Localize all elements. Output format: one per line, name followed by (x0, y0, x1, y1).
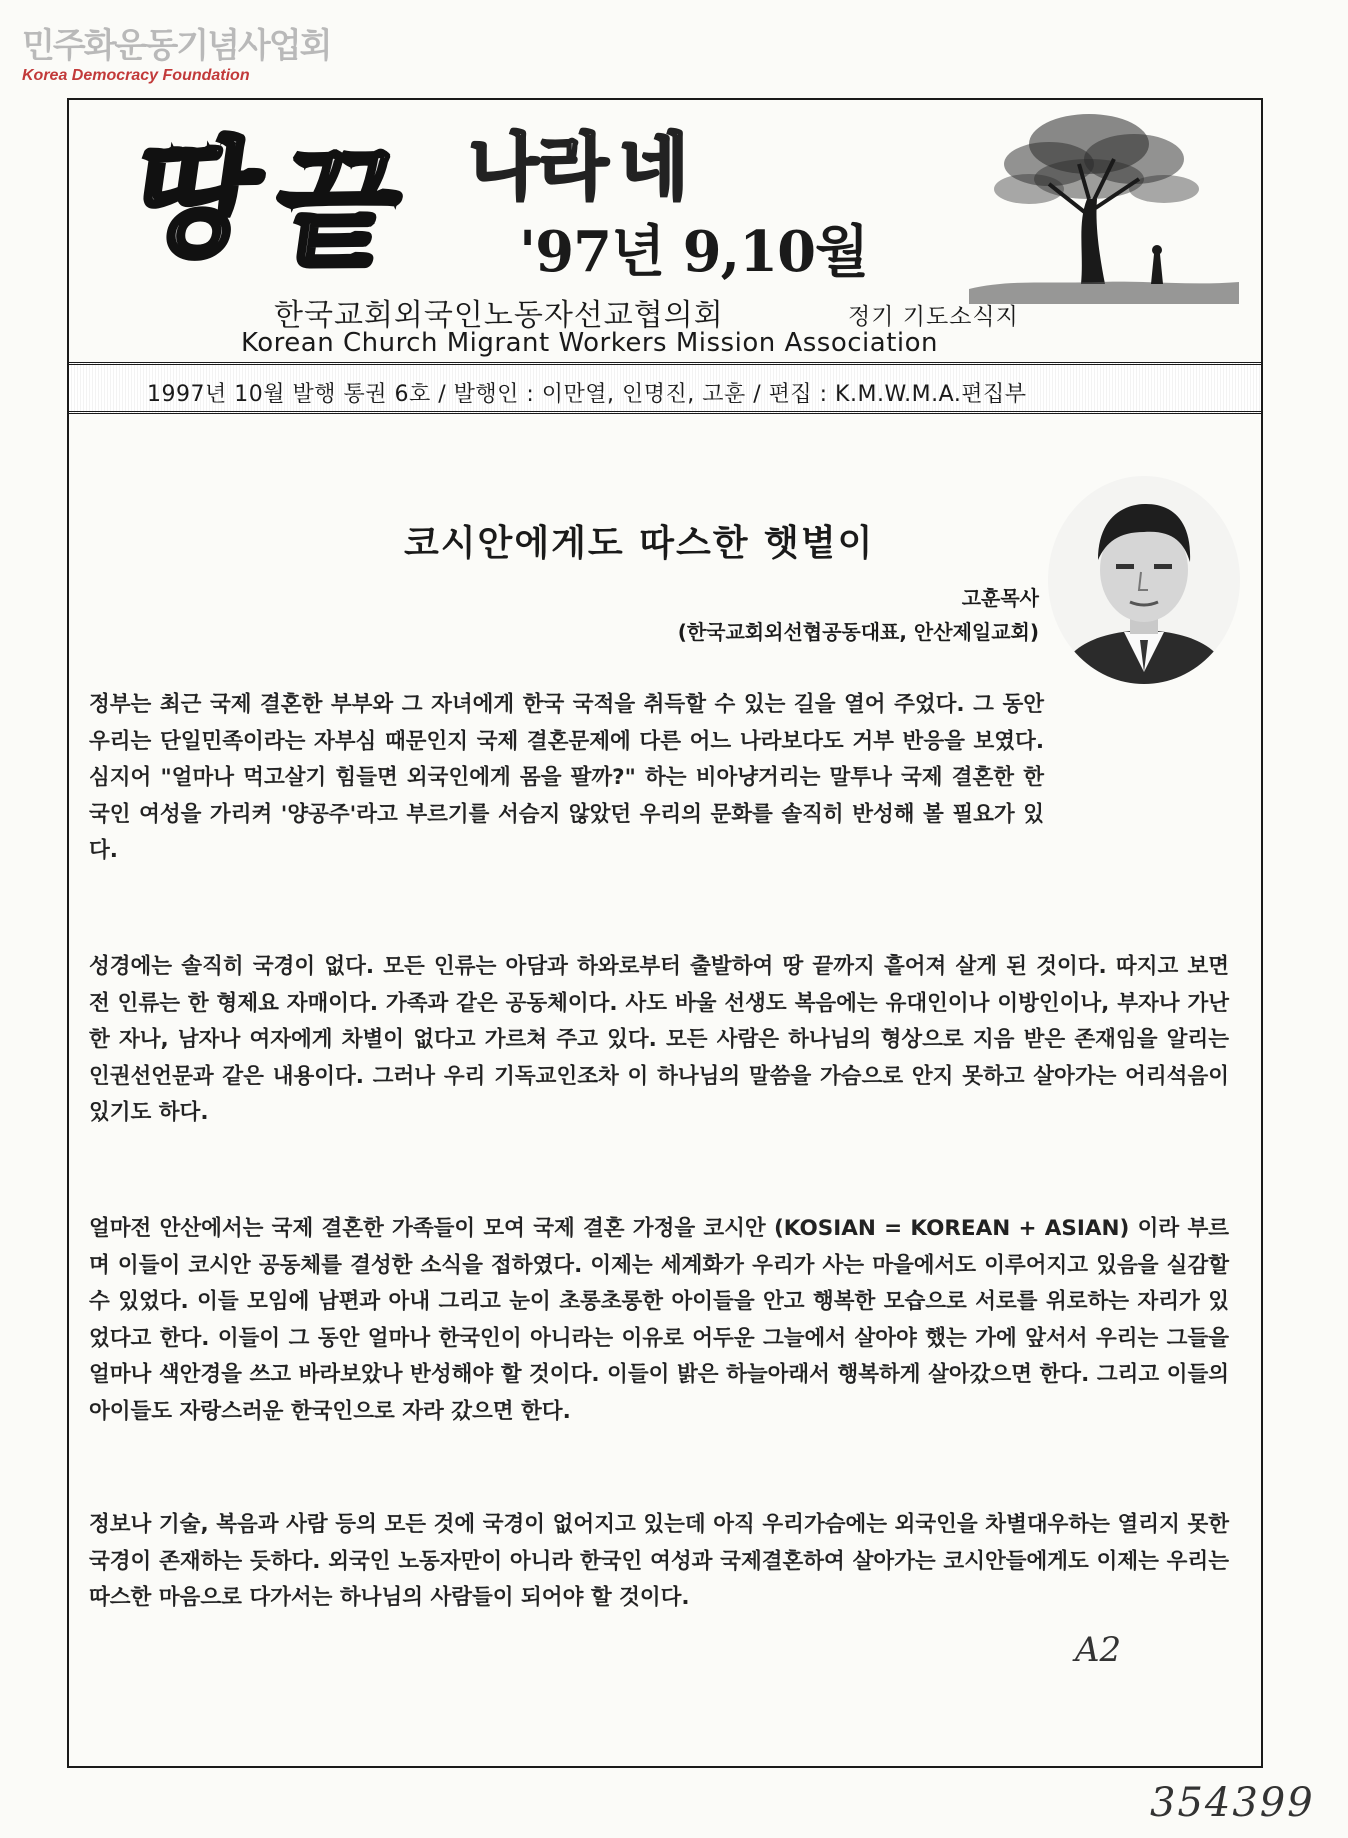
logo-kkeut: 끝 (264, 136, 410, 285)
article-paragraph-4: 정보나 기술, 복음과 사람 등의 모든 것에 국경이 없어지고 있는데 아직 우리가슴에는 외국인을 차별대우하는 열리지 못한 국경이 존재하는 듯하다. 외국인 노동자만이 아니라 한국인 여성과 국제결혼하여 살아가는 코시안들에게도 이제는 우리는 따스한 마음으로 다가서는 하나님의 사람들이 되어야 할 것이다. (89, 1512, 1229, 1610)
publication-info-bar (69, 362, 1261, 414)
watermark-org-ko: 민주화운동기념사업회 (22, 26, 331, 66)
org-name-ko: 한국교회외국인노동자선교협의회 (274, 298, 724, 333)
logo-ttang: 땅 (124, 126, 269, 275)
org-name-en: Korean Church Migrant Workers Mission Association (241, 328, 939, 358)
masthead (69, 100, 1261, 360)
article-author-affiliation: (한국교회외선협공동대표, 안산제일교회) (677, 620, 1039, 644)
article-paragraph-1: 정부는 최근 국제 결혼한 부부와 그 자녀에게 한국 국적을 취득할 수 있는 길을 열어 주었다. 그 동안 우리는 단일민족이라는 자부심 때문인지 국제 결혼문제에 다른 어느 나라보다도 거부 반응을 보였다. 심지어 "얼마나 먹고살기 힘들면 외국인에게 몸을 팔까?" 하는 비아냥거리는 말투나 국제 결혼한 한국인 여성을 가리켜 '양공주'라고 부르기를 서슴지 않았던 우리의 문화를 솔직히 반성해 볼 필요가 있다. (89, 692, 1044, 863)
article-paragraph-2: 성경에는 솔직히 국경이 없다. 모든 인류는 아담과 하와로부터 출발하여 땅 끝까지 흩어져 살게 된 것이다. 따지고 보면 전 인류는 한 형제요 자매이다. 가족과 같은 공동체이다. 사도 바울 선생도 복음에는 유대인이나 이방인이나, 부자나 가난한 자나, 남자나 여자에게 차별이 없다고 가르쳐 주고 있다. 모든 사람은 하나님의 형상으로 지음 받은 존재임을 알리는 인권선언문과 같은 내용이다. 그러나 우리 기독교인조차 이 하나님의 말씀을 가슴으로 안지 못하고 살아가는 어리석음이 있기도 하다. (89, 954, 1229, 1125)
publication-info: 1997년 10월 발행 통권 6호 / 발행인 : 이만열, 인명진, 고훈 / 편집 : K.M.W.M.A.편집부 (147, 382, 1027, 407)
article-title: 코시안에게도 따스한 햇볕이 (404, 523, 875, 564)
watermark-org-en: Korea Democracy Foundation (22, 67, 250, 84)
issue-date: '97년 9,10월 (519, 219, 869, 285)
handwritten-note-a2: A2 (1075, 1630, 1122, 1670)
logo-nara: 나라 (469, 125, 609, 209)
logo-ne: 네 (619, 125, 689, 209)
author-portrait (1044, 472, 1244, 687)
article-author: 고훈목사 (961, 586, 1039, 610)
tree-illustration (969, 104, 1239, 304)
article-paragraph-3: 얼마전 안산에서는 국제 결혼한 가족들이 모여 국제 결혼 가정을 코시안 (KOSIAN = KOREAN + ASIAN) 이라 부르며 이들이 코시안 공동체를 결성한 소식을 접하였다. 이제는 세계화가 우리가 사는 마을에서도 이루어지고 있음을 실감할 수 있었다. 이들 모임에 남편과 아내 그리고 눈이 초롱초롱한 아이들을 안고 행복한 모습으로 서로를 위로하는 자리가 있었다고 한다. 이들이 그 동안 얼마나 한국인이 아니라는 이유로 어두운 그늘에서 살아야 했는 가에 앞서서 우리는 그들을 얼마나 색안경을 쓰고 바라보았나 반성해야 할 것이다. 이들이 밝은 하늘아래서 행복하게 살아갔으면 한다. 그리고 이들의 아이들도 자랑스러운 한국인으로 자라 갔으면 한다. (89, 1216, 1229, 1424)
handwritten-archive-number: 354399 (1150, 1780, 1315, 1826)
org-subtitle-ko: 정기 기도소식지 (848, 304, 1019, 330)
newsletter-frame (67, 98, 1263, 1768)
watermark (22, 18, 330, 85)
